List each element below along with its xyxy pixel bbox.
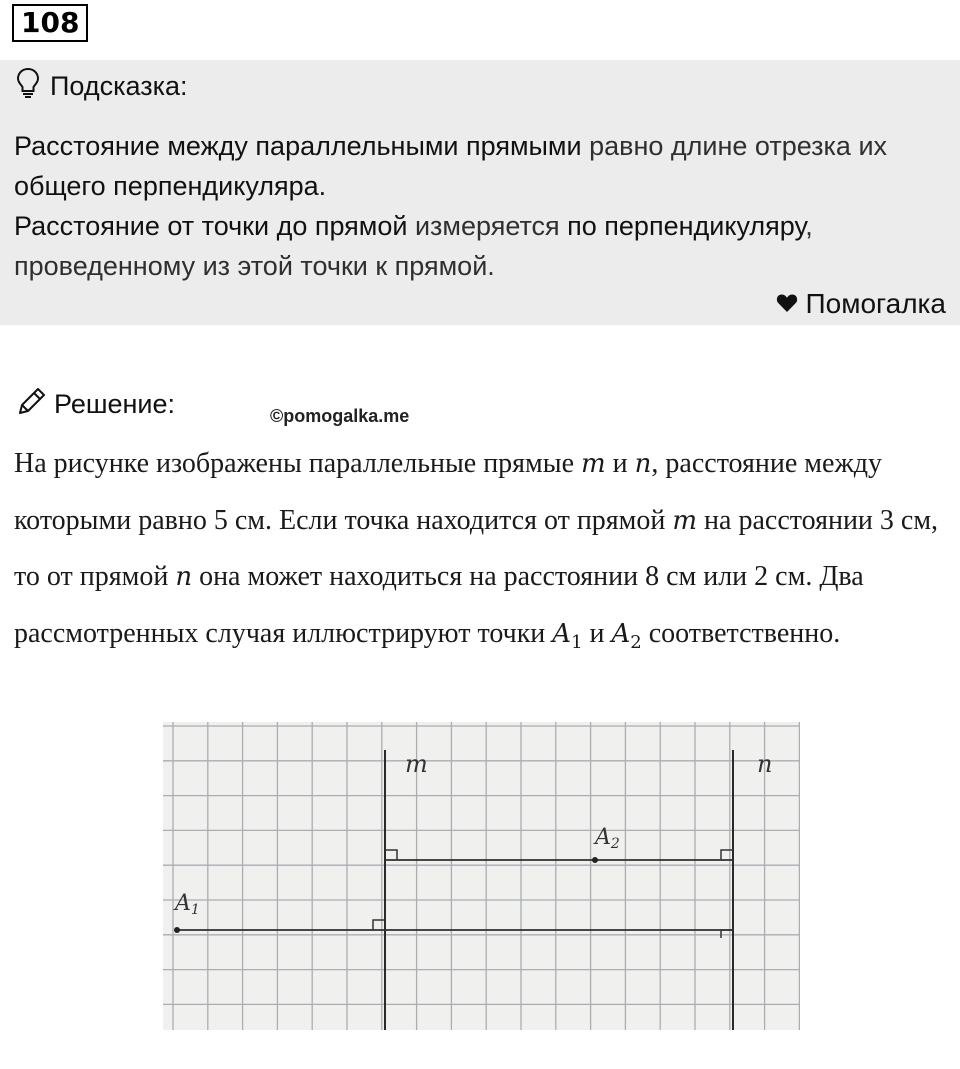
- hint-term: Расстояние от точки до прямой: [14, 211, 408, 241]
- hint-body: [14, 126, 944, 286]
- label-a2: A2: [595, 825, 620, 852]
- hint-term: общего перпендикуляра: [14, 171, 319, 201]
- brand-name: Помогалка: [805, 288, 946, 319]
- figure-grid-drawing: [163, 722, 800, 1030]
- task-number: 108: [12, 4, 88, 42]
- hint-text: равно длине отрезка их: [581, 131, 888, 161]
- math-a1: $A_1$: [552, 618, 583, 653]
- hint-term: по перпендикуляру: [567, 211, 806, 241]
- hint-term: Расстояние между параллельными прямыми: [14, 131, 582, 161]
- solution-text-part: и: [582, 617, 612, 649]
- solution-title: Решение:: [54, 388, 176, 419]
- hint-paragraph-2: [14, 206, 944, 286]
- solution-text-part: На рисунке изображены параллельные прямые: [14, 448, 582, 479]
- right-angle-mark: [385, 850, 397, 860]
- lightbulb-icon: [16, 67, 40, 106]
- hint-text: , проведенному из этой точки к прямой.: [14, 211, 813, 281]
- right-angle-mark: [721, 930, 733, 938]
- solution-text: [14, 436, 949, 665]
- math-n: n: [175, 562, 193, 592]
- label-a1: A1: [175, 891, 200, 918]
- solution-text-part: она может находиться на расстоянии 8 см или 2 см. Два рассмотренных случая иллюстрируют точки: [14, 561, 864, 649]
- solution-text-part: , расстояние между которыми равно 5 см. Если точка находится от прямой: [14, 448, 883, 536]
- right-angle-mark: [373, 920, 385, 930]
- solution-text-part: на расстоянии 3 см, то от прямой: [14, 504, 939, 592]
- math-m: m: [581, 449, 606, 479]
- label-m: m: [405, 750, 428, 778]
- hint-text: измеряется: [407, 211, 568, 241]
- hint-header: [16, 66, 188, 106]
- point-a1: [174, 927, 180, 933]
- hint-text: .: [318, 171, 327, 201]
- right-angle-mark: [721, 850, 733, 860]
- solution-text-part: и: [605, 448, 635, 479]
- solution-header: [16, 384, 175, 424]
- hint-title: Подсказка:: [50, 70, 188, 101]
- pencil-icon: [16, 385, 48, 424]
- point-a2: [592, 857, 598, 863]
- solution-text-part: соответственно.: [641, 617, 841, 649]
- heart-icon: [776, 288, 798, 320]
- math-a2: $A_2$: [611, 618, 642, 653]
- brand-label: [776, 284, 946, 324]
- watermark: ©pomogalka.me: [270, 406, 410, 426]
- label-n: n: [757, 750, 773, 778]
- math-m: m: [672, 505, 698, 536]
- hint-paragraph-1: [14, 126, 944, 206]
- math-n: n: [634, 449, 652, 479]
